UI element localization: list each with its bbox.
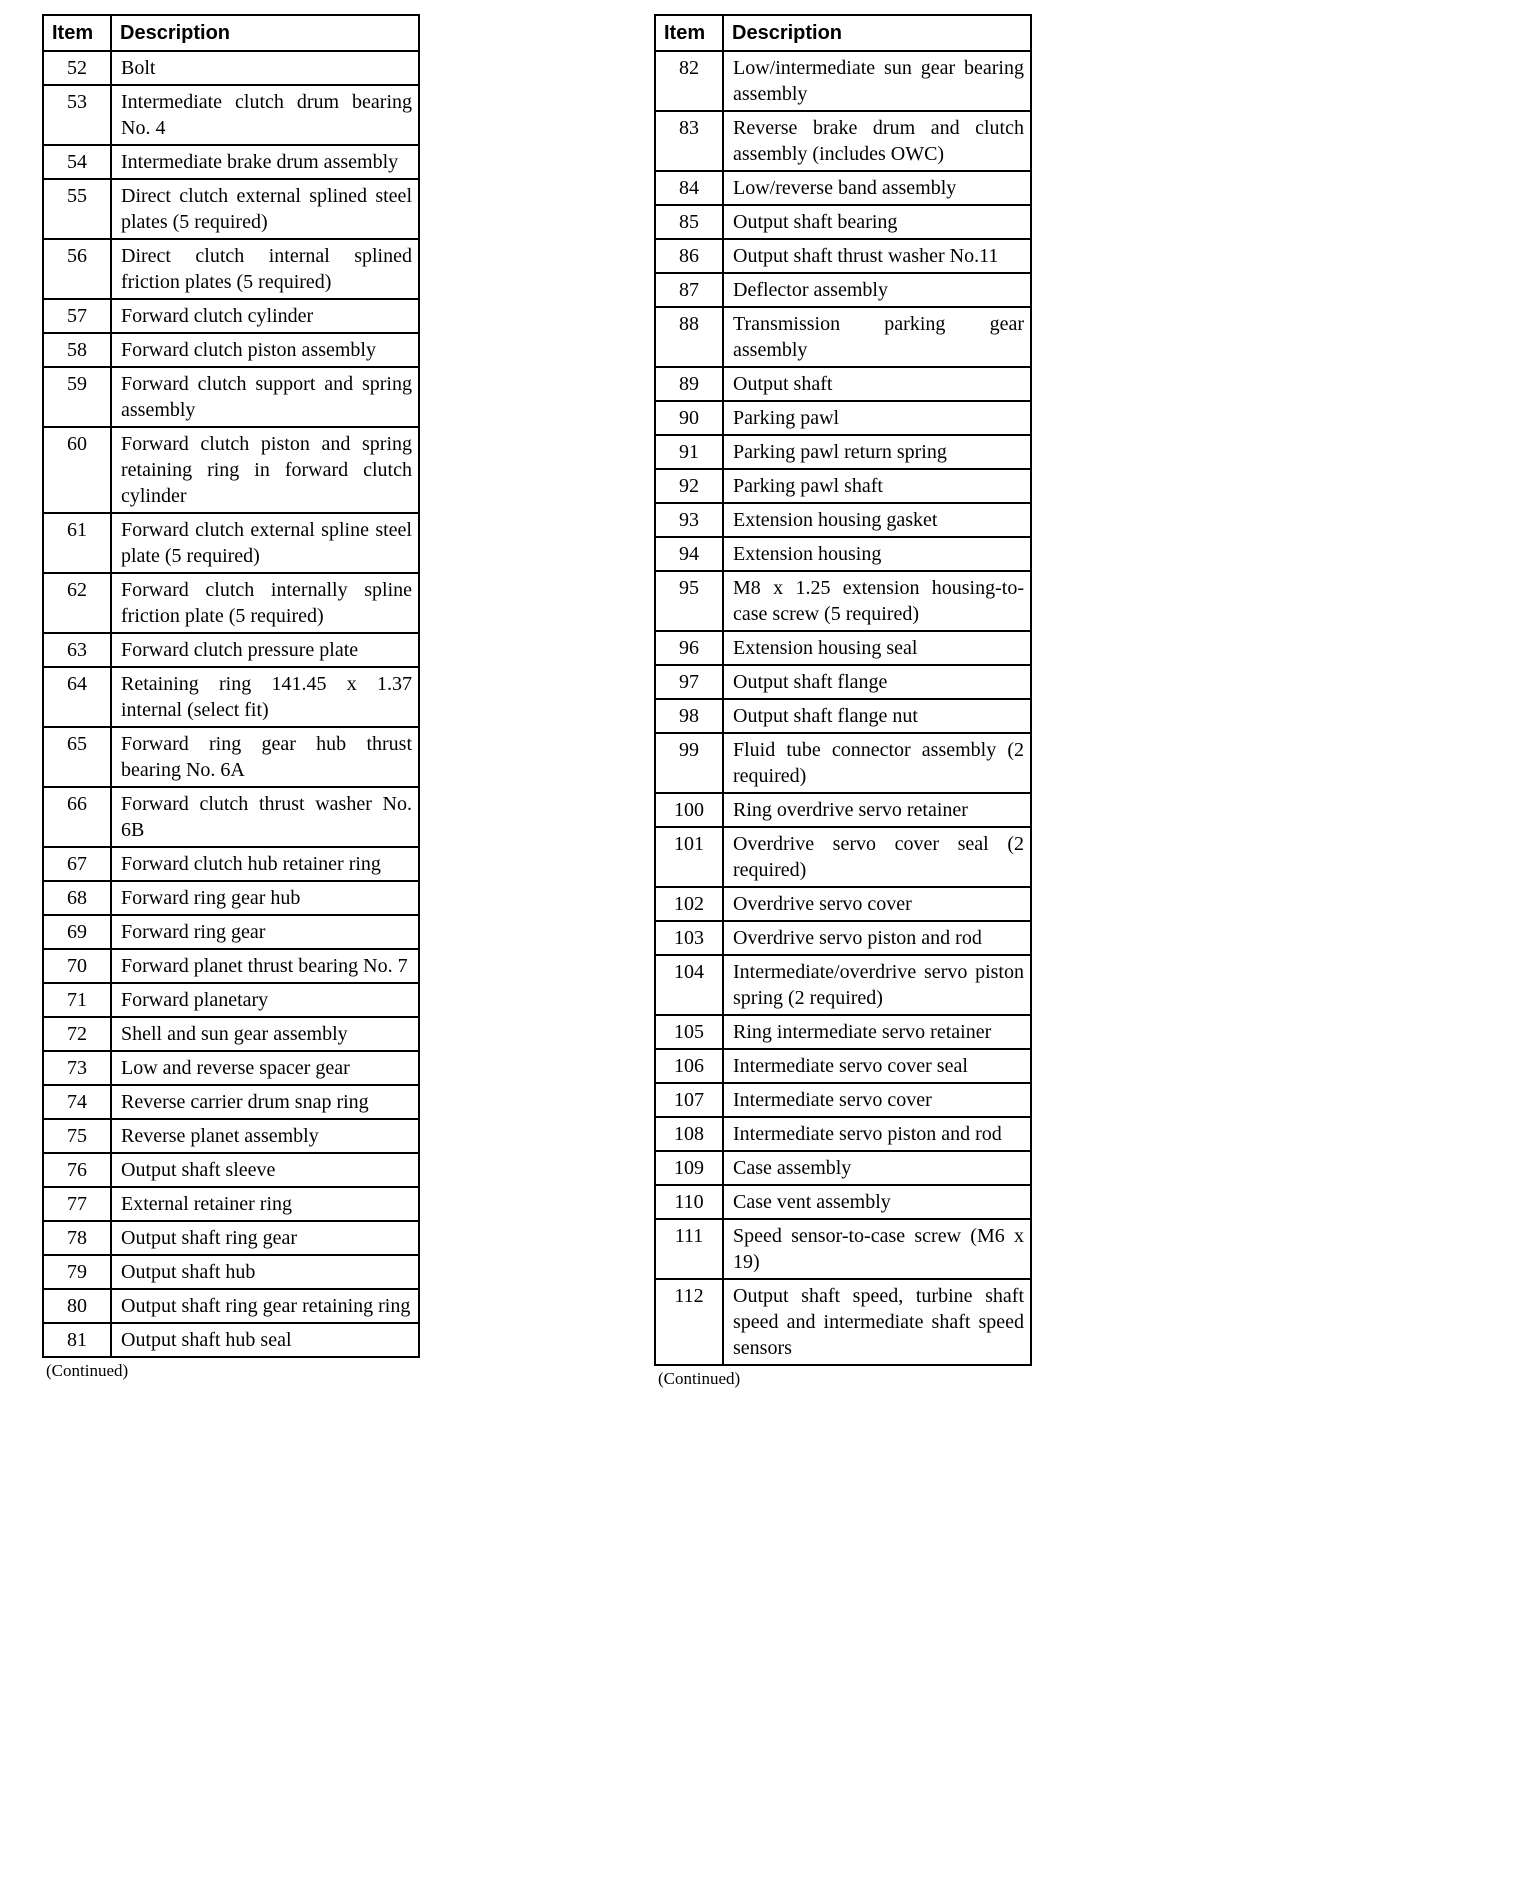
item-number: 54 — [43, 145, 111, 179]
table-row — [655, 1015, 1031, 1049]
table-row — [655, 699, 1031, 733]
table-row — [43, 333, 419, 367]
item-number: 91 — [655, 435, 723, 469]
table-row — [43, 427, 419, 513]
item-number: 106 — [655, 1049, 723, 1083]
table-row — [655, 793, 1031, 827]
item-column-header: Item — [43, 15, 111, 51]
item-description: Intermediate servo piston and rod — [723, 1117, 1031, 1151]
item-number: 107 — [655, 1083, 723, 1117]
table-row — [43, 633, 419, 667]
table-row — [43, 787, 419, 847]
table-row — [655, 921, 1031, 955]
table-row — [43, 1255, 419, 1289]
item-number: 83 — [655, 111, 723, 171]
item-description: Deflector assembly — [723, 273, 1031, 307]
item-description: Forward ring gear hub — [111, 881, 419, 915]
item-number: 52 — [43, 51, 111, 85]
table-row — [655, 1117, 1031, 1151]
item-description: Forward planet thrust bearing No. 7 — [111, 949, 419, 983]
table-row — [43, 983, 419, 1017]
table-row — [43, 1085, 419, 1119]
item-number: 98 — [655, 699, 723, 733]
item-number: 102 — [655, 887, 723, 921]
item-description: Low/reverse band assembly — [723, 171, 1031, 205]
table-row — [43, 299, 419, 333]
item-description: Intermediate brake drum assembly — [111, 145, 419, 179]
table-row — [655, 503, 1031, 537]
item-description: Forward ring gear — [111, 915, 419, 949]
item-number: 109 — [655, 1151, 723, 1185]
table-row — [43, 1323, 419, 1357]
item-description: Intermediate servo cover seal — [723, 1049, 1031, 1083]
item-description: Forward clutch external spline steel plate (5 required) — [111, 513, 419, 573]
item-number: 74 — [43, 1085, 111, 1119]
table-row — [655, 1083, 1031, 1117]
item-number: 82 — [655, 51, 723, 111]
item-number: 67 — [43, 847, 111, 881]
item-number: 111 — [655, 1219, 723, 1279]
table-row — [655, 631, 1031, 665]
table-row — [43, 915, 419, 949]
item-description: Reverse planet assembly — [111, 1119, 419, 1153]
item-description: Forward clutch support and spring assembly — [111, 367, 419, 427]
table-row — [43, 1051, 419, 1085]
table-row — [43, 847, 419, 881]
item-number: 53 — [43, 85, 111, 145]
item-number: 84 — [655, 171, 723, 205]
item-description: Overdrive servo cover seal (2 required) — [723, 827, 1031, 887]
item-number: 105 — [655, 1015, 723, 1049]
item-description: Output shaft thrust washer No.11 — [723, 239, 1031, 273]
item-number: 80 — [43, 1289, 111, 1323]
table-row — [655, 171, 1031, 205]
item-description: Forward clutch thrust washer No. 6B — [111, 787, 419, 847]
item-number: 99 — [655, 733, 723, 793]
table-row — [655, 733, 1031, 793]
item-number: 56 — [43, 239, 111, 299]
item-description: Reverse brake drum and clutch assembly (includes OWC) — [723, 111, 1031, 171]
item-description: Forward clutch hub retainer ring — [111, 847, 419, 881]
table-row — [655, 435, 1031, 469]
table-row — [43, 513, 419, 573]
table-row — [43, 1289, 419, 1323]
item-number: 78 — [43, 1221, 111, 1255]
item-description: Direct clutch external splined steel plates (5 required) — [111, 179, 419, 239]
item-description: Extension housing seal — [723, 631, 1031, 665]
item-description: Parking pawl return spring — [723, 435, 1031, 469]
table-row — [655, 51, 1031, 111]
item-description: Forward clutch piston assembly — [111, 333, 419, 367]
item-number: 93 — [655, 503, 723, 537]
description-column-header: Description — [111, 15, 419, 51]
table-row — [655, 469, 1031, 503]
item-description: Forward planetary — [111, 983, 419, 1017]
item-description: Extension housing — [723, 537, 1031, 571]
item-number: 73 — [43, 1051, 111, 1085]
item-number: 76 — [43, 1153, 111, 1187]
table-row — [655, 571, 1031, 631]
table-row — [43, 51, 419, 85]
item-number: 60 — [43, 427, 111, 513]
item-number: 66 — [43, 787, 111, 847]
item-description: Output shaft ring gear retaining ring — [111, 1289, 419, 1323]
table-row — [655, 1049, 1031, 1083]
table-row — [43, 1017, 419, 1051]
table-row — [43, 367, 419, 427]
table-row — [43, 239, 419, 299]
item-description: Shell and sun gear assembly — [111, 1017, 419, 1051]
item-description: Forward ring gear hub thrust bearing No. 6A — [111, 727, 419, 787]
item-number: 59 — [43, 367, 111, 427]
item-number: 103 — [655, 921, 723, 955]
item-description: Forward clutch cylinder — [111, 299, 419, 333]
table-row — [43, 145, 419, 179]
item-description: Overdrive servo piston and rod — [723, 921, 1031, 955]
item-description: Output shaft — [723, 367, 1031, 401]
item-number: 89 — [655, 367, 723, 401]
table-row — [655, 239, 1031, 273]
item-number: 55 — [43, 179, 111, 239]
item-description: Forward clutch internally spline friction plate (5 required) — [111, 573, 419, 633]
item-number: 97 — [655, 665, 723, 699]
table-row — [43, 85, 419, 145]
item-description: Intermediate/overdrive servo piston spring (2 required) — [723, 955, 1031, 1015]
table-row — [43, 881, 419, 915]
item-description: Ring intermediate servo retainer — [723, 1015, 1031, 1049]
item-description: External retainer ring — [111, 1187, 419, 1221]
item-description: Direct clutch internal splined friction plates (5 required) — [111, 239, 419, 299]
table-row — [655, 1279, 1031, 1365]
table-row — [43, 179, 419, 239]
table-row — [655, 307, 1031, 367]
table-row — [655, 111, 1031, 171]
item-number: 77 — [43, 1187, 111, 1221]
table-row — [655, 887, 1031, 921]
item-description: Ring overdrive servo retainer — [723, 793, 1031, 827]
item-description: Fluid tube connector assembly (2 required) — [723, 733, 1031, 793]
table-row — [655, 1151, 1031, 1185]
item-number: 92 — [655, 469, 723, 503]
continued-note: (Continued) — [46, 1361, 129, 1380]
item-number: 90 — [655, 401, 723, 435]
item-number: 87 — [655, 273, 723, 307]
description-column-header: Description — [723, 15, 1031, 51]
item-description: Case vent assembly — [723, 1185, 1031, 1219]
item-description: Forward clutch piston and spring retaining ring in forward clutch cylinder — [111, 427, 419, 513]
item-description: Output shaft ring gear — [111, 1221, 419, 1255]
item-number: 62 — [43, 573, 111, 633]
continued-note: (Continued) — [658, 1369, 741, 1388]
table-row — [655, 665, 1031, 699]
item-number: 104 — [655, 955, 723, 1015]
item-description: Case assembly — [723, 1151, 1031, 1185]
parts-table-left — [42, 14, 420, 1381]
table-row — [43, 573, 419, 633]
item-number: 86 — [655, 239, 723, 273]
item-number: 58 — [43, 333, 111, 367]
item-number: 85 — [655, 205, 723, 239]
item-description: Transmission parking gear assembly — [723, 307, 1031, 367]
item-number: 68 — [43, 881, 111, 915]
item-description: Parking pawl — [723, 401, 1031, 435]
item-description: Speed sensor-to-case screw (M6 x 19) — [723, 1219, 1031, 1279]
item-description: Extension housing gasket — [723, 503, 1031, 537]
item-description: Output shaft hub — [111, 1255, 419, 1289]
item-number: 108 — [655, 1117, 723, 1151]
item-description: Forward clutch pressure plate — [111, 633, 419, 667]
table-row — [43, 949, 419, 983]
parts-table — [654, 14, 1032, 1366]
item-description: Output shaft speed, turbine shaft speed and intermediate shaft speed sensors — [723, 1279, 1031, 1365]
item-description: Low and reverse spacer gear — [111, 1051, 419, 1085]
item-number: 95 — [655, 571, 723, 631]
item-description: Parking pawl shaft — [723, 469, 1031, 503]
table-row — [43, 1221, 419, 1255]
item-number: 72 — [43, 1017, 111, 1051]
header-row — [43, 15, 419, 51]
item-description: Reverse carrier drum snap ring — [111, 1085, 419, 1119]
header-row — [655, 15, 1031, 51]
table-row — [43, 727, 419, 787]
item-description: Low/intermediate sun gear bearing assembly — [723, 51, 1031, 111]
item-description: Output shaft flange — [723, 665, 1031, 699]
table-row — [655, 537, 1031, 571]
table-row — [655, 1185, 1031, 1219]
table-row — [43, 667, 419, 727]
table-row — [43, 1153, 419, 1187]
item-number: 96 — [655, 631, 723, 665]
item-number: 71 — [43, 983, 111, 1017]
item-description: Bolt — [111, 51, 419, 85]
item-description: Overdrive servo cover — [723, 887, 1031, 921]
table-row — [655, 955, 1031, 1015]
item-number: 81 — [43, 1323, 111, 1357]
item-description: Retaining ring 141.45 x 1.37 internal (select fit) — [111, 667, 419, 727]
item-description: M8 x 1.25 extension housing-to-case screw (5 required) — [723, 571, 1031, 631]
table-row — [655, 367, 1031, 401]
item-number: 94 — [655, 537, 723, 571]
item-description: Output shaft sleeve — [111, 1153, 419, 1187]
item-number: 110 — [655, 1185, 723, 1219]
item-number: 112 — [655, 1279, 723, 1365]
item-number: 63 — [43, 633, 111, 667]
table-row — [655, 205, 1031, 239]
table-row — [655, 827, 1031, 887]
parts-table — [42, 14, 420, 1358]
item-number: 79 — [43, 1255, 111, 1289]
table-row — [43, 1187, 419, 1221]
item-number: 64 — [43, 667, 111, 727]
table-row — [655, 1219, 1031, 1279]
table-row — [43, 1119, 419, 1153]
item-number: 70 — [43, 949, 111, 983]
item-description: Intermediate servo cover — [723, 1083, 1031, 1117]
item-description: Output shaft hub seal — [111, 1323, 419, 1357]
table-row — [655, 401, 1031, 435]
item-number: 75 — [43, 1119, 111, 1153]
item-number: 57 — [43, 299, 111, 333]
item-number: 100 — [655, 793, 723, 827]
item-number: 69 — [43, 915, 111, 949]
item-column-header: Item — [655, 15, 723, 51]
table-row — [655, 273, 1031, 307]
item-description: Intermediate clutch drum bearing No. 4 — [111, 85, 419, 145]
item-number: 61 — [43, 513, 111, 573]
item-description: Output shaft bearing — [723, 205, 1031, 239]
item-number: 88 — [655, 307, 723, 367]
parts-table-right — [654, 14, 1032, 1389]
item-number: 101 — [655, 827, 723, 887]
item-description: Output shaft flange nut — [723, 699, 1031, 733]
item-number: 65 — [43, 727, 111, 787]
